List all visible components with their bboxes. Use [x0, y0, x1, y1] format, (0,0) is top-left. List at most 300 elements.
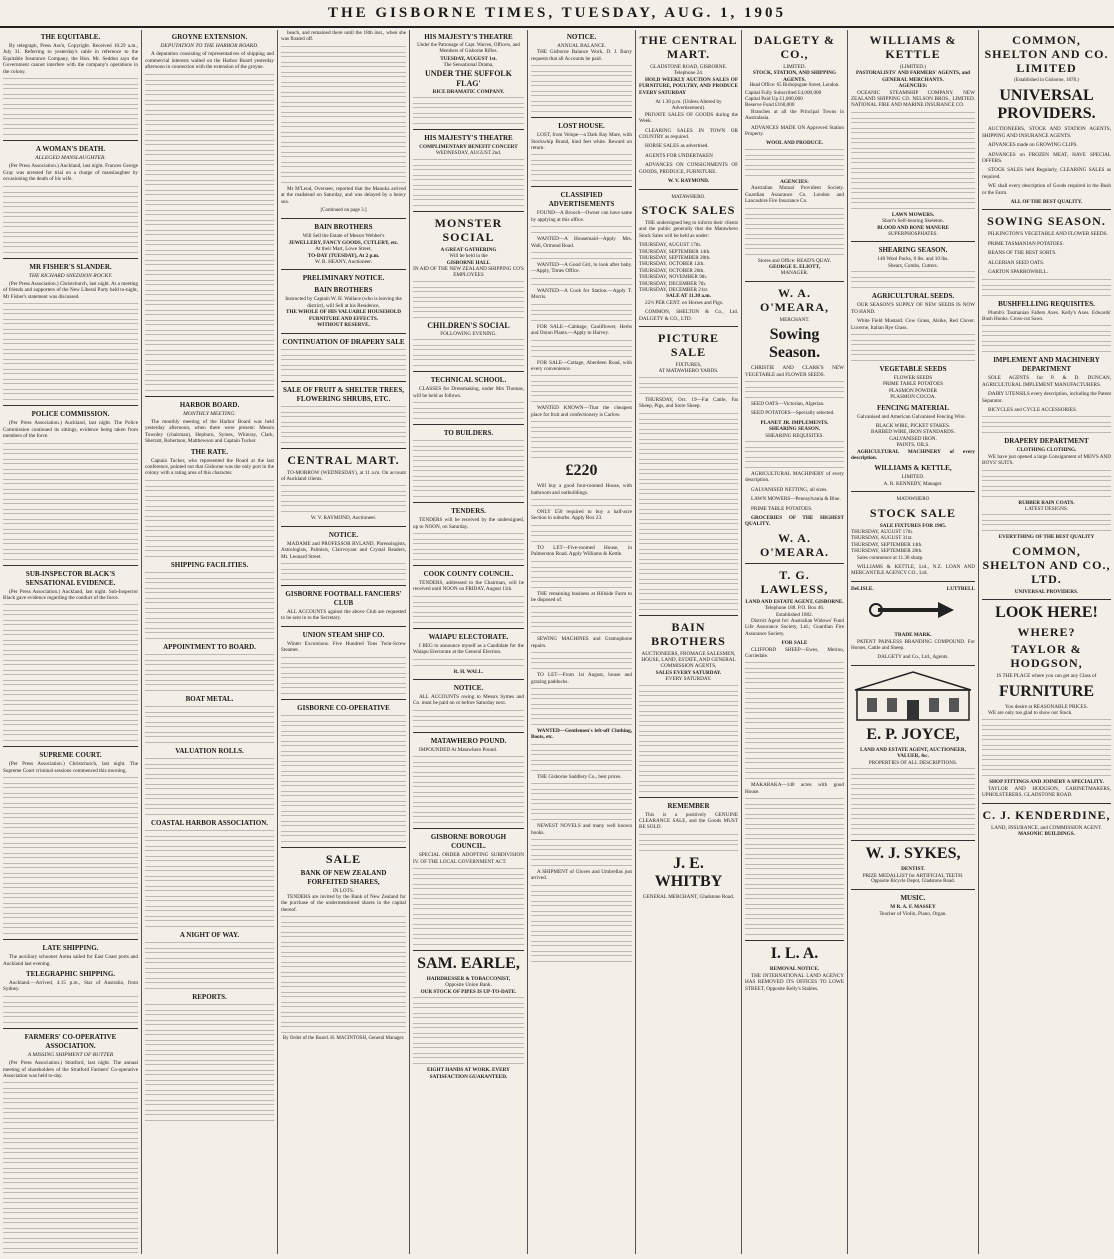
article-text: (Per Press Association.) Auckland, last night. The Police Commission continued its sittings, evidence being taken from members of the force.: [3, 420, 138, 440]
body-text-filler: [531, 499, 632, 507]
advert-line: TO-MORROW (WEDNESDAY), at 11 a.m. On account of Auckland clients.: [281, 469, 406, 482]
body-text-filler: [413, 189, 524, 197]
body-text-filler: [281, 687, 406, 695]
body-text-filler: [851, 354, 975, 362]
body-text-filler: [982, 325, 1111, 333]
body-text-filler: [3, 216, 138, 224]
body-text-filler: [145, 870, 274, 878]
body-text-filler: [145, 480, 274, 488]
body-text-filler: [145, 1084, 274, 1092]
advert-line: LOST, from Velope—a Dark Bay Mare, with Stockwhip Brand, hind feet white. Reward on return.: [531, 132, 632, 152]
body-text-filler: [531, 688, 632, 696]
body-text-filler: [745, 722, 844, 730]
classified-ad: WANTED—A Housemaid—Apply Mrs. Wall, Ormond Road.: [531, 236, 632, 249]
body-text-filler: [851, 162, 975, 170]
advert-central-mart: THE CENTRAL MART.: [639, 33, 738, 61]
sale-date: THURSDAY, AUGUST 31st.: [851, 535, 913, 542]
advert-line: Shears, Combs, Cutters.: [887, 262, 938, 269]
body-text-filler: [145, 788, 274, 796]
body-text-filler: [145, 1104, 274, 1112]
divider: [281, 585, 406, 586]
body-text-filler: [145, 264, 274, 272]
advert-heading: NOTICE.: [328, 530, 359, 539]
body-text-filler: [639, 725, 738, 733]
advert-line: BLACK WIRE, PICKET STAKES.: [875, 422, 951, 429]
body-text-filler: [531, 606, 632, 614]
advert-line: BLOOD AND BONE MANURE: [877, 224, 949, 231]
advert-line: CLOTHING CLOTHING.: [1016, 447, 1077, 454]
body-text-filler: [3, 88, 138, 96]
body-text-filler: [281, 835, 406, 843]
body-text-filler: [145, 920, 274, 928]
body-text-filler: [413, 918, 524, 926]
body-text-filler: [531, 744, 632, 752]
advert-line: GARTON SPARROWBILL.: [988, 269, 1048, 276]
sale-date: THURSDAY, OCTOBER 26th.: [639, 267, 705, 274]
body-text-filler: [145, 684, 274, 692]
body-text-filler: [413, 766, 524, 774]
body-text-filler: [639, 413, 738, 421]
body-text-filler: [745, 818, 844, 826]
advert-line: PROPERTIES OF ALL DESCRIPTIONS.: [868, 759, 958, 766]
advert-line: TENDERS are invited by the Bank of New Zealand for the purchase of the undermentioned shares in the capital thereof.: [281, 893, 406, 913]
advert-line: 22½ PER CENT. on Horses and Pigs.: [645, 299, 724, 306]
advert-line: WE shall every description of Goods required in the Bush or the Farm.: [982, 183, 1111, 196]
body-text-filler: [145, 840, 274, 848]
body-text-filler: [531, 525, 632, 533]
body-text-filler: [3, 1232, 138, 1240]
advert-line: RUBBER RAIN COATS.: [1018, 499, 1075, 506]
column-6: [636, 30, 741, 1254]
body-text-filler: [3, 827, 138, 835]
body-text-filler: [281, 745, 406, 753]
body-text-filler: [982, 514, 1111, 522]
body-text-filler: [413, 796, 524, 804]
advert-line: TENDERS will be received by the undersigned, up to NOON, on Saturday.: [413, 517, 524, 530]
advert-line: IN AID OF THE NEW ZEALAND SHIPPING CO'S EMPLOYEES: [413, 266, 524, 279]
article-text: Captain Tucker, who represented the Board at the last conference, pointed out that Gisborne was the only port in the colony with a rating area of this character.: [145, 457, 274, 477]
body-text-filler: [281, 349, 406, 357]
body-text-filler: [3, 443, 138, 451]
classified-ad: WANTED KNOWN—That the cheapest place for fruit and confectionery is Carlow.: [531, 405, 632, 418]
advert-line: LATEST DESIGNS.: [1024, 505, 1069, 512]
body-text-filler: [145, 612, 274, 620]
body-text-filler: [531, 662, 632, 670]
classified-heading: CLASSIFIED ADVERTISEMENTS: [548, 191, 615, 209]
body-text-filler: [413, 938, 524, 946]
body-text-filler: [145, 1114, 274, 1122]
advert-line: EVERYTHING OF THE BEST QUALITY: [998, 534, 1095, 541]
classified-ad: WANTED—A Cook for Station.—Apply T. Morris.: [531, 287, 632, 301]
advert-joyce: E. P. JOYCE,: [866, 725, 960, 743]
body-text-filler: [145, 234, 274, 242]
body-text-filler: [3, 714, 138, 722]
body-text-filler: [145, 952, 274, 960]
body-text-filler: [145, 1044, 274, 1052]
body-text-filler: [531, 652, 632, 660]
advert-line: (LIMITED.): [899, 64, 927, 70]
body-text-filler: [639, 387, 738, 395]
body-text-filler: [413, 490, 524, 498]
body-text-filler: [3, 78, 138, 86]
divider: [281, 699, 406, 700]
body-text-filler: [3, 1132, 138, 1140]
article-text: (Per Press Association.) Auckland, last night. Frances George Gray was arrested for trial on a charge of manslaughter by occasioning the death of his wife.: [3, 163, 138, 183]
body-text-filler: [413, 898, 524, 906]
advert-line: DALGETY and Co., Ltd., Agents.: [877, 654, 949, 661]
classified-ad: NEWEST NOVELS and many well known books.: [531, 823, 632, 836]
sale-date: THURSDAY, DECEMBER 21st.: [639, 286, 709, 293]
subhead: DEPUTATION TO THE HARBOR BOARD.: [160, 43, 259, 49]
body-text-filler: [145, 850, 274, 858]
advert-heading: MUSIC.: [900, 894, 926, 903]
advert-line: Telephone 24.: [673, 70, 704, 77]
body-text-filler: [3, 624, 138, 632]
advert-omeara: W. A. O'MEARA.: [760, 530, 829, 559]
classified-ad: WANTED—Gentlemen's left-off Clothing, Boots, etc.: [531, 728, 632, 741]
body-text-filler: [531, 164, 632, 172]
body-text-filler: [531, 75, 632, 83]
body-text-filler: [145, 716, 274, 724]
subhead-boat-metal: BOAT METAL.: [185, 694, 234, 703]
advert-line: SALE FIXTURES FOR 1905.: [879, 522, 947, 529]
body-text-filler: [281, 725, 406, 733]
advert-line: Opposite Union Bank.: [445, 982, 492, 989]
body-text-filler: [531, 561, 632, 569]
advert-line: SUPERPHOSPHATES.: [888, 231, 938, 238]
body-text-filler: [3, 483, 138, 491]
continued-note: [Continued on page 3.]: [320, 208, 367, 214]
body-text-filler: [413, 816, 524, 824]
body-text-filler: [3, 1222, 138, 1230]
advert-universal-providers: UNIVERSAL PROVIDERS.: [997, 87, 1096, 123]
body-text-filler: [745, 391, 844, 399]
advert-line: HORSE SALES as advertised.: [645, 143, 709, 150]
body-text-filler: [531, 718, 632, 726]
body-text-filler: [3, 674, 138, 682]
divider: [851, 840, 975, 841]
body-text-filler: [413, 786, 524, 794]
advert-line: AGRICULTURAL MACHINERY of every description.: [851, 448, 975, 461]
divider: [851, 889, 975, 890]
body-text-filler: [145, 304, 274, 312]
divider: [3, 140, 138, 141]
advert-technical-school: TECHNICAL SCHOOL.: [430, 376, 507, 385]
body-text-filler: [982, 289, 1111, 297]
body-text-filler: [3, 333, 138, 341]
advert-line: ALL OF THE BEST QUALITY.: [1010, 199, 1083, 206]
body-text-filler: [3, 654, 138, 662]
body-text-filler: [745, 248, 844, 256]
body-text-filler: [145, 274, 274, 282]
advert-line: At their Mart, Lowe Street,: [315, 246, 372, 253]
advert-line: 140 Wool Packs, 8 lbs. and 10 lbs.: [877, 256, 949, 263]
advert-line: GALVANISED NETTING, all sizes.: [751, 486, 828, 493]
body-text-filler: [281, 976, 406, 984]
body-text-filler: [413, 402, 524, 410]
advert-line: Established 1882.: [776, 611, 813, 618]
body-text-filler: [531, 839, 632, 847]
divider: [413, 502, 524, 503]
advert-line: LAND, INSURANCE, and COMMISSION AGENT.: [991, 824, 1102, 831]
advert-line: REMOVAL NOTICE.: [769, 966, 820, 973]
body-text-filler: [3, 614, 138, 622]
body-text-filler: [3, 553, 138, 561]
divider: [413, 828, 524, 829]
divider: [531, 117, 632, 118]
body-text-filler: [745, 682, 844, 690]
classified-ad: FOUND—A Brooch—Owner can have same by applying at this office.: [531, 210, 632, 223]
advert-line: SALE AT 11.30 a.m.: [666, 293, 711, 300]
advert-taylor-hodgson: TAYLOR & HODGSON,: [1010, 642, 1083, 671]
body-text-filler: [145, 982, 274, 990]
advert-heading: TO BUILDERS.: [443, 429, 494, 438]
body-text-filler: [531, 65, 632, 73]
body-text-filler: [281, 805, 406, 813]
advert-line: PAINTS, OILS.: [896, 442, 930, 449]
body-text-filler: [851, 132, 975, 140]
advert-line: FIXTURES,: [675, 362, 702, 368]
body-text-filler: [413, 291, 524, 299]
body-text-filler: [3, 604, 138, 612]
body-text-filler: [531, 174, 632, 182]
body-text-filler: [531, 764, 632, 772]
advert-line: Branches at all the Principal Towns in Australasia.: [745, 108, 844, 122]
body-text-filler: [639, 755, 738, 763]
body-text-filler: [145, 104, 274, 112]
divider: [413, 129, 524, 130]
subhead-night-of-way: A NIGHT OF WAY.: [179, 930, 240, 939]
advert-line: BEANS OF THE BEST SORTS.: [988, 250, 1057, 257]
body-text-filler: [281, 166, 406, 174]
advert-line: PRIME TABLE POTATOES.: [751, 505, 813, 512]
body-text-filler: [3, 373, 138, 381]
body-text-filler: [639, 603, 738, 611]
advert-line: ALL ACCOUNTS against the above Club are requested to be sent in to the Secretary.: [281, 608, 406, 622]
body-text-filler: [3, 887, 138, 895]
advert-line: RICE DRAMATIC COMPANY.: [432, 88, 505, 95]
advert-line: OUR STOCK OF PIPES IS UP-TO-DATE.: [420, 988, 517, 995]
advert-line: PLASMON POWDER: [889, 387, 937, 394]
body-text-filler: [145, 94, 274, 102]
advert-look-here: LOOK HERE!: [995, 604, 1098, 622]
advert-line: MERCHANT.: [779, 316, 810, 323]
body-text-filler: [145, 364, 274, 372]
advert-line: Australian Mutual Provident Society. Guardian Assurance Co. London and Lancashire Fire Insurance Co.: [745, 185, 844, 205]
body-text-filler: [281, 436, 406, 444]
body-text-filler: [145, 664, 274, 672]
body-text-filler: [745, 762, 844, 770]
advert-lawless: T. G. LAWLESS,: [760, 567, 829, 596]
body-text-filler: [745, 702, 844, 710]
body-text-filler: [3, 1202, 138, 1210]
body-text-filler: [3, 196, 138, 204]
body-text-filler: [531, 95, 632, 103]
body-text-filler: [982, 524, 1111, 532]
body-text-filler: [3, 503, 138, 511]
body-text-filler: [145, 880, 274, 888]
body-text-filler: [3, 353, 138, 361]
body-text-filler: [3, 734, 138, 742]
body-text-filler: [639, 443, 738, 451]
divider: [3, 746, 138, 747]
advert-line: Winter Excursions. Five Hundred Tons Twin-Screw Steamer.: [281, 640, 406, 654]
body-text-filler: [145, 354, 274, 362]
classified-ad: A SHIPMENT of Gloves and Umbrellas just arrived.: [531, 869, 632, 882]
body-text-filler: [851, 192, 975, 200]
body-text-filler: [3, 313, 138, 321]
advert-line: HOLD WEEKLY AUCTION SALES OF FURNITURE, POULTRY, AND PRODUCE EVERY SATURDAY: [639, 76, 738, 96]
divider: [413, 371, 524, 372]
body-text-filler: [851, 828, 975, 836]
body-text-filler: [145, 1034, 274, 1042]
body-text-filler: [982, 729, 1111, 737]
advert-line: This is a positively GENUINE CLEARANCE SALE, and the Goods MUST BE SOLD.: [639, 811, 738, 831]
body-text-filler: [639, 553, 738, 561]
advert-line: HAIRDRESSER & TOBACCONIST,: [426, 975, 511, 982]
headline-sub-inspector: SUB-INSPECTOR BLACK'S SENSATIONAL EVIDENCE.: [25, 569, 116, 587]
body-text-filler: [281, 735, 406, 743]
advert-line: Plumb's Tasmanian Fallers Axes. Kelly's Axes. Edwards' Bush Hooks. Cross-cut Saws.: [982, 309, 1111, 322]
body-text-filler: [639, 377, 738, 385]
body-text-filler: [3, 897, 138, 905]
body-text-filler: [413, 1017, 524, 1025]
body-text-filler: [145, 344, 274, 352]
advert-line: Telephone 188. P.O. Box 46.: [764, 605, 825, 612]
advert-line: GISBORNE HALL: [446, 259, 491, 266]
body-text-filler: [531, 925, 632, 933]
headline-womans-death: A WOMAN'S DEATH.: [35, 145, 106, 154]
advert-line: ALGERIAN SEED OATS.: [988, 259, 1045, 266]
advert-williams-kettle: WILLIAMS & KETTLE,: [874, 464, 952, 473]
advert-line: TO-DAY (TUESDAY), At 2 p.m.: [307, 252, 380, 259]
advert-line: Teacher of Violin, Piano, Organ.: [879, 910, 947, 917]
body-text-filler: [639, 453, 738, 461]
body-text-filler: [281, 56, 406, 64]
body-text-filler: [745, 898, 844, 906]
divider: [745, 563, 844, 564]
body-text-filler: [982, 490, 1111, 498]
body-text-filler: [745, 798, 844, 806]
advert-heading: VEGETABLE SEEDS: [879, 364, 947, 373]
body-text-filler: [3, 343, 138, 351]
advert-line: You desire at REASONABLE PRICES.: [1005, 703, 1088, 710]
body-text-filler: [145, 622, 274, 630]
headline-equitable: THE EQUITABLE.: [40, 33, 101, 41]
body-text-filler: [281, 406, 406, 414]
advert-line: WEDNESDAY, AUGUST 2nd.: [435, 150, 502, 157]
body-text-filler: [413, 450, 524, 458]
body-text-filler: [145, 510, 274, 518]
body-text-filler: [413, 606, 524, 614]
body-text-filler: [413, 756, 524, 764]
body-text-filler: [413, 908, 524, 916]
body-text-filler: [145, 174, 274, 182]
advert-heading: IMPLEMENT AND MACHINERY DEPARTMENT: [993, 356, 1100, 374]
body-text-filler: [3, 493, 138, 501]
subhead-rate: THE RATE.: [190, 447, 229, 456]
classified-ad: SEWING MACHINES and Gramophone repairs.: [531, 636, 632, 649]
classified-ad: THE Gisborne Saddlery Co., best prices.: [537, 773, 622, 780]
body-text-filler: [413, 169, 524, 177]
body-text-filler: [531, 226, 632, 234]
advert-line: R. H. WALL.: [453, 668, 484, 675]
body-text-filler: [639, 705, 738, 713]
advert-line: Head Office: 65 Bishopsgate Street, London.: [749, 83, 840, 89]
advert-line: EIGHT HANDS AT WORK. EVERY SATISFACTION GUARANTEED.: [427, 1067, 510, 1080]
advert-sowing-season: SOWING SEASON.: [987, 214, 1106, 229]
advert-line: District Agent for: Australian Widows' Fund Life Assurance Society, Ltd.; Guardian Fire Assurance Society.: [745, 618, 844, 637]
article-text: The auxiliary schooner Aotea sailed for East Coast ports and Auckland last evening.: [3, 954, 138, 967]
body-text-filler: [982, 769, 1111, 777]
divider: [982, 803, 1111, 804]
body-text-filler: [145, 204, 274, 212]
article-text: beach, and remained there until the 18th inst., when she was floated off.: [281, 30, 406, 43]
advert-line: DAIRY UTENSILS every description, including the Patent Separator.: [982, 391, 1111, 404]
advert-line: WE are only too glad to show our Stock.: [988, 710, 1073, 716]
body-text-filler: [531, 385, 632, 393]
sale-date: THURSDAY, SEPTEMBER 28th.: [851, 548, 923, 555]
sale-date: THURSDAY, SEPTEMBER 28th.: [639, 254, 711, 261]
body-text-filler: [3, 837, 138, 845]
advert-kenderdine: C. J. KENDERDINE,: [982, 807, 1111, 822]
body-text-filler: [531, 85, 632, 93]
body-text-filler: [3, 323, 138, 331]
body-text-filler: [639, 503, 738, 511]
body-text-filler: [3, 724, 138, 732]
body-text-filler: [531, 431, 632, 439]
body-text-filler: [745, 159, 844, 167]
body-text-filler: [413, 806, 524, 814]
advert-heading: LOST HOUSE.: [558, 122, 605, 131]
body-text-filler: [531, 708, 632, 716]
divider: [982, 209, 1111, 210]
sale-date: THURSDAY, AUGUST 17th.: [639, 242, 702, 249]
headline-supreme-court: SUPREME COURT.: [39, 751, 102, 760]
body-text-filler: [3, 1122, 138, 1130]
advert-heading: CONTINUATION OF DRAPERY SALE: [282, 337, 405, 346]
body-text-filler: [413, 301, 524, 309]
body-text-filler: [639, 473, 738, 481]
body-text-filler: [3, 777, 138, 785]
advert-line: AGENTS FOR UNDERTAKEN: [645, 152, 713, 159]
body-text-filler: [851, 122, 975, 130]
body-text-filler: [413, 480, 524, 488]
body-text-filler: [413, 710, 524, 718]
advert-line: THE undersigned beg to inform their clients and the public generally that the Matawhero Stock Sales will be held as under:: [639, 219, 738, 239]
body-text-filler: [281, 996, 406, 1004]
body-text-filler: [281, 936, 406, 944]
advert-line: Under the Patronage of Capt. Warren, Officers, and Members of Gisborne Rifles.: [417, 43, 520, 55]
body-text-filler: [145, 164, 274, 172]
body-text-filler: [3, 1142, 138, 1150]
body-text-filler: [982, 470, 1111, 478]
body-text-filler: [413, 281, 524, 289]
body-text-filler: [3, 634, 138, 642]
body-text-filler: [145, 602, 274, 610]
advert-line: OUR SEASON'S SUPPLY OF NEW SEEDS IS NOW TO HAND.: [851, 302, 975, 315]
body-text-filler: [145, 972, 274, 980]
advert-furniture: FURNITURE: [998, 682, 1095, 700]
body-text-filler: [413, 349, 524, 357]
advert-heading: COOK COUNTY COUNCIL.: [423, 569, 514, 578]
body-text-filler: [281, 916, 406, 924]
body-text-filler: [982, 416, 1111, 424]
advert-line: TUESDAY, AUGUST 1st.: [440, 55, 497, 62]
advert-heading: SHEARING SEASON.: [878, 246, 948, 255]
body-text-filler: [281, 667, 406, 675]
body-text-filler: [281, 956, 406, 964]
